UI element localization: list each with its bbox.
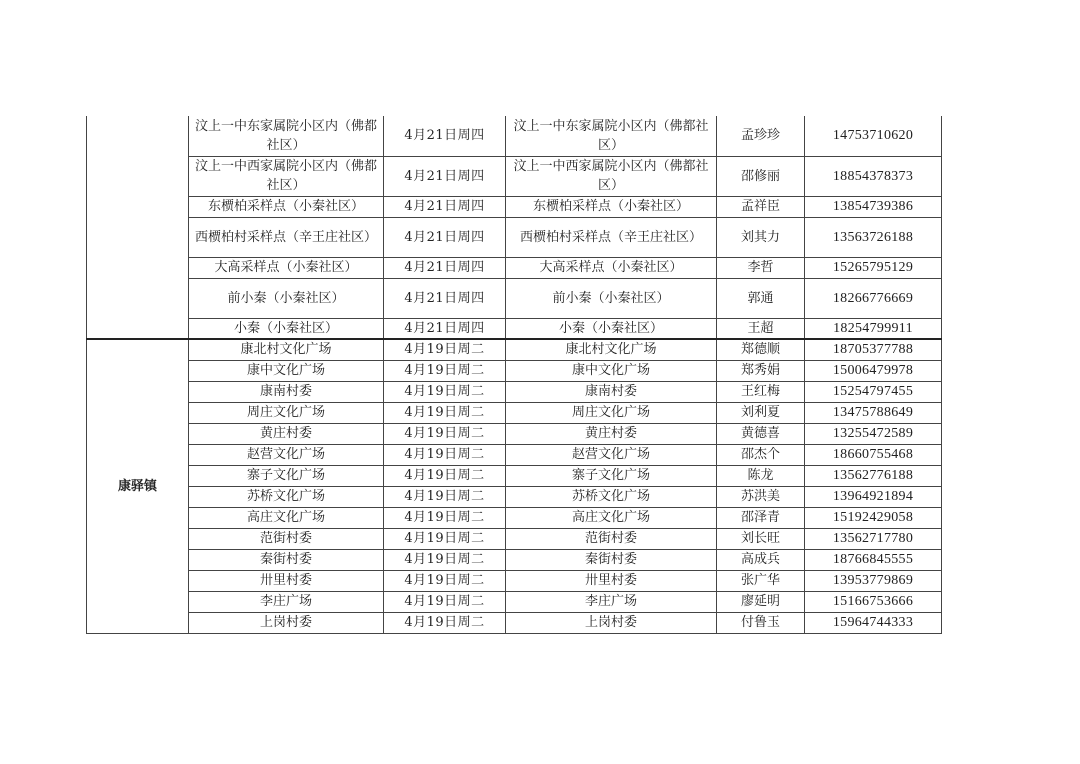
table-row xyxy=(87,318,942,339)
site-cell: 赵营文化广场 xyxy=(506,444,717,465)
contact-cell: 李哲 xyxy=(717,257,805,278)
contact-cell: 高成兵 xyxy=(717,549,805,570)
table-row xyxy=(87,196,942,217)
site-cell: 大高采样点（小秦社区） xyxy=(506,257,717,278)
site-cell: 康中文化广场 xyxy=(506,360,717,381)
date-cell: 4月19日周二 xyxy=(384,465,506,486)
site-cell: 前小秦（小秦社区） xyxy=(506,278,717,318)
location-cell: 汶上一中西家属院小区内（佛都社区） xyxy=(189,156,384,196)
table-row xyxy=(87,381,942,402)
date-cell: 4月19日周二 xyxy=(384,402,506,423)
phone-cell: 18266776669 xyxy=(805,278,942,318)
table-row xyxy=(87,116,942,156)
date-cell: 4月19日周二 xyxy=(384,423,506,444)
table-row xyxy=(87,444,942,465)
contact-cell: 张广华 xyxy=(717,570,805,591)
site-cell: 寨子文化广场 xyxy=(506,465,717,486)
site-cell: 苏桥文化广场 xyxy=(506,486,717,507)
table-row xyxy=(87,257,942,278)
location-cell: 周庄文化广场 xyxy=(189,402,384,423)
phone-cell: 13562776188 xyxy=(805,465,942,486)
location-cell: 黄庄村委 xyxy=(189,423,384,444)
site-cell: 康北村文化广场 xyxy=(506,339,717,360)
phone-cell: 15254797455 xyxy=(805,381,942,402)
location-cell: 寨子文化广场 xyxy=(189,465,384,486)
site-cell: 范街村委 xyxy=(506,528,717,549)
contact-cell: 郑秀娟 xyxy=(717,360,805,381)
date-cell: 4月19日周二 xyxy=(384,339,506,360)
phone-cell: 13563726188 xyxy=(805,217,942,257)
phone-cell: 15006479978 xyxy=(805,360,942,381)
phone-cell: 18766845555 xyxy=(805,549,942,570)
table-row xyxy=(87,570,942,591)
site-cell: 黄庄村委 xyxy=(506,423,717,444)
table-row xyxy=(87,423,942,444)
phone-cell: 15166753666 xyxy=(805,591,942,612)
site-cell: 西槚柏村采样点（辛王庄社区） xyxy=(506,217,717,257)
location-cell: 西槚柏村采样点（辛王庄社区） xyxy=(189,217,384,257)
contact-cell: 邵杰个 xyxy=(717,444,805,465)
date-cell: 4月19日周二 xyxy=(384,549,506,570)
table-row xyxy=(87,156,942,196)
date-cell: 4月19日周二 xyxy=(384,444,506,465)
location-cell: 康中文化广场 xyxy=(189,360,384,381)
phone-cell: 14753710620 xyxy=(805,116,942,156)
date-cell: 4月19日周二 xyxy=(384,570,506,591)
table-row xyxy=(87,217,942,257)
date-cell: 4月19日周二 xyxy=(384,612,506,633)
location-cell: 李庄广场 xyxy=(189,591,384,612)
table-row xyxy=(87,507,942,528)
location-cell: 范街村委 xyxy=(189,528,384,549)
contact-cell: 王红梅 xyxy=(717,381,805,402)
contact-cell: 郑德顺 xyxy=(717,339,805,360)
table-row xyxy=(87,486,942,507)
contact-cell: 黄德喜 xyxy=(717,423,805,444)
site-cell: 汶上一中西家属院小区内（佛都社区） xyxy=(506,156,717,196)
location-cell: 高庄文化广场 xyxy=(189,507,384,528)
phone-cell: 13255472589 xyxy=(805,423,942,444)
town-cell xyxy=(87,116,189,339)
site-cell: 高庄文化广场 xyxy=(506,507,717,528)
sampling-schedule-table xyxy=(86,116,942,634)
phone-cell: 13964921894 xyxy=(805,486,942,507)
contact-cell: 孟珍珍 xyxy=(717,116,805,156)
location-cell: 前小秦（小秦社区） xyxy=(189,278,384,318)
town-cell: 康驿镇 xyxy=(87,339,189,633)
site-cell: 汶上一中东家属院小区内（佛都社区） xyxy=(506,116,717,156)
phone-cell: 18854378373 xyxy=(805,156,942,196)
site-cell: 李庄广场 xyxy=(506,591,717,612)
phone-cell: 13475788649 xyxy=(805,402,942,423)
table-row xyxy=(87,612,942,633)
location-cell: 小秦（小秦社区） xyxy=(189,318,384,339)
phone-cell: 13953779869 xyxy=(805,570,942,591)
contact-cell: 苏洪美 xyxy=(717,486,805,507)
location-cell: 秦街村委 xyxy=(189,549,384,570)
contact-cell: 邵泽青 xyxy=(717,507,805,528)
date-cell: 4月21日周四 xyxy=(384,156,506,196)
location-cell: 康南村委 xyxy=(189,381,384,402)
date-cell: 4月21日周四 xyxy=(384,196,506,217)
location-cell: 东槚柏采样点（小秦社区） xyxy=(189,196,384,217)
site-cell: 周庄文化广场 xyxy=(506,402,717,423)
table-row xyxy=(87,339,942,360)
site-cell: 卅里村委 xyxy=(506,570,717,591)
phone-cell: 13854739386 xyxy=(805,196,942,217)
site-cell: 小秦（小秦社区） xyxy=(506,318,717,339)
location-cell: 苏桥文化广场 xyxy=(189,486,384,507)
table-row xyxy=(87,278,942,318)
date-cell: 4月19日周二 xyxy=(384,486,506,507)
phone-cell: 18254799911 xyxy=(805,318,942,339)
contact-cell: 刘利夏 xyxy=(717,402,805,423)
table-body xyxy=(87,116,942,633)
date-cell: 4月19日周二 xyxy=(384,381,506,402)
phone-cell: 18660755468 xyxy=(805,444,942,465)
contact-cell: 陈龙 xyxy=(717,465,805,486)
contact-cell: 孟祥臣 xyxy=(717,196,805,217)
contact-cell: 付鲁玉 xyxy=(717,612,805,633)
site-cell: 康南村委 xyxy=(506,381,717,402)
date-cell: 4月21日周四 xyxy=(384,257,506,278)
contact-cell: 刘长旺 xyxy=(717,528,805,549)
contact-cell: 刘其力 xyxy=(717,217,805,257)
location-cell: 康北村文化广场 xyxy=(189,339,384,360)
table-row xyxy=(87,591,942,612)
location-cell: 上岗村委 xyxy=(189,612,384,633)
phone-cell: 15265795129 xyxy=(805,257,942,278)
location-cell: 汶上一中东家属院小区内（佛都社区） xyxy=(189,116,384,156)
date-cell: 4月19日周二 xyxy=(384,591,506,612)
location-cell: 赵营文化广场 xyxy=(189,444,384,465)
date-cell: 4月21日周四 xyxy=(384,116,506,156)
phone-cell: 18705377788 xyxy=(805,339,942,360)
contact-cell: 王超 xyxy=(717,318,805,339)
site-cell: 上岗村委 xyxy=(506,612,717,633)
date-cell: 4月19日周二 xyxy=(384,360,506,381)
table-row xyxy=(87,360,942,381)
table-row xyxy=(87,528,942,549)
site-cell: 秦街村委 xyxy=(506,549,717,570)
table-row xyxy=(87,402,942,423)
date-cell: 4月21日周四 xyxy=(384,217,506,257)
site-cell: 东槚柏采样点（小秦社区） xyxy=(506,196,717,217)
table-row xyxy=(87,549,942,570)
contact-cell: 邵修丽 xyxy=(717,156,805,196)
date-cell: 4月19日周二 xyxy=(384,528,506,549)
contact-cell: 廖延明 xyxy=(717,591,805,612)
table-row xyxy=(87,465,942,486)
date-cell: 4月19日周二 xyxy=(384,507,506,528)
phone-cell: 15964744333 xyxy=(805,612,942,633)
date-cell: 4月21日周四 xyxy=(384,278,506,318)
phone-cell: 15192429058 xyxy=(805,507,942,528)
phone-cell: 13562717780 xyxy=(805,528,942,549)
date-cell: 4月21日周四 xyxy=(384,318,506,339)
location-cell: 卅里村委 xyxy=(189,570,384,591)
location-cell: 大高采样点（小秦社区） xyxy=(189,257,384,278)
contact-cell: 郭通 xyxy=(717,278,805,318)
